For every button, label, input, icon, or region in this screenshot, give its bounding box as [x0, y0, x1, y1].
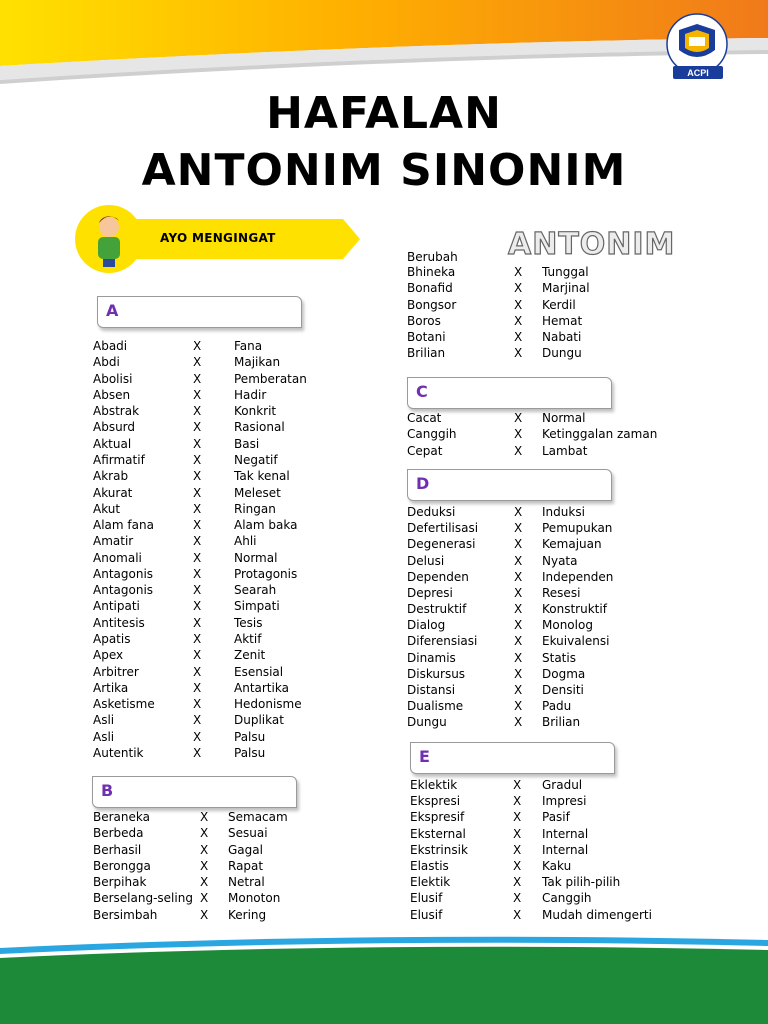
list-item: [0, 426, 768, 442]
antonym-word-right: Kemajuan: [542, 537, 602, 552]
list-item: [0, 842, 768, 858]
versus-mark: X: [514, 505, 523, 519]
antonym-word-left: Dialog: [407, 618, 446, 633]
antonym-word-right: Tak pilih-pilih: [542, 875, 621, 890]
list-item: [0, 536, 768, 552]
antonym-word-left: Botani: [407, 330, 446, 345]
versus-mark: X: [200, 907, 209, 922]
list-item: [0, 650, 768, 666]
antonym-word-left: Dinamis: [407, 650, 456, 665]
antonym-word-right: Negatif: [234, 452, 278, 467]
versus-mark: X: [200, 858, 209, 873]
antonym-word-right: Independen: [542, 569, 614, 584]
versus-mark: X: [193, 632, 202, 647]
antonym-word-left: Arbitrer: [93, 664, 139, 679]
antonym-word-right: Dungu: [542, 346, 582, 361]
versus-mark: X: [200, 842, 209, 857]
section-letter-e: E: [419, 747, 430, 766]
antonym-word-left: Defertilisasi: [407, 521, 479, 536]
versus-mark: X: [513, 778, 522, 792]
versus-mark: X: [514, 330, 523, 345]
versus-mark: X: [513, 891, 522, 906]
list-item: [0, 907, 768, 923]
antonym-word-left: Akurat: [93, 485, 133, 500]
antonym-word-left: Akrab: [93, 469, 129, 484]
antonym-word-right: Ekuivalensi: [542, 634, 610, 649]
versus-mark: X: [514, 411, 523, 425]
list-item: [0, 745, 768, 761]
antonym-word-right: Kerdil: [542, 297, 576, 312]
antonym-word-left: Degenerasi: [407, 537, 476, 552]
versus-mark: X: [193, 648, 202, 663]
list-item: [0, 387, 768, 403]
antonym-word-left: Bongsor: [407, 297, 457, 312]
antonym-word-left: Deduksi: [407, 505, 456, 519]
list-item: [0, 313, 768, 329]
antonym-word-right: Normal: [234, 550, 278, 565]
antonym-word-left: Eksternal: [410, 826, 466, 841]
versus-mark: X: [514, 634, 523, 649]
antonym-word-right: Majikan: [234, 355, 281, 370]
antonym-word-left: Afirmatif: [93, 452, 145, 467]
antonym-word-left: Bonafid: [407, 281, 453, 296]
versus-mark: X: [514, 265, 523, 279]
antonym-word-left: Asketisme: [93, 697, 155, 712]
antonym-word-left: Abadi: [93, 339, 128, 353]
antonym-word-left: Asli: [93, 729, 115, 744]
versus-mark: X: [514, 313, 523, 328]
antonym-word-left: Absen: [93, 387, 131, 402]
antonym-word-right: Hedonisme: [234, 697, 302, 712]
antonym-word-right: Internal: [542, 842, 589, 857]
antonym-word-right: Kaku: [542, 859, 572, 873]
antonym-word-right: Tesis: [234, 615, 263, 630]
antonym-word-right: Brilian: [542, 715, 581, 730]
list-item: [0, 520, 768, 536]
antonym-word-left: Asli: [93, 713, 115, 728]
versus-mark: X: [193, 387, 202, 402]
antonym-word-right: Semacam: [228, 810, 288, 824]
list-item: [0, 777, 768, 793]
versus-mark: X: [200, 826, 209, 841]
antonym-word-left: Elusif: [410, 907, 443, 922]
antonym-word-left: Antipati: [93, 599, 140, 614]
versus-mark: X: [193, 680, 202, 695]
list-item: [0, 809, 768, 825]
list-item: [0, 345, 768, 361]
list-item: [0, 329, 768, 345]
antonym-word-left: Dependen: [407, 569, 469, 584]
versus-mark: X: [514, 346, 523, 361]
antonym-word-left: Canggih: [407, 427, 457, 442]
versus-mark: X: [193, 664, 202, 679]
versus-mark: X: [514, 650, 523, 665]
antonym-word-left: Apatis: [93, 632, 131, 647]
antonym-word-left: Elusif: [410, 891, 443, 906]
antonym-word-left: Artika: [93, 680, 129, 695]
list-item: [0, 601, 768, 617]
versus-mark: X: [193, 404, 202, 419]
antonym-word-right: Pasif: [542, 810, 570, 825]
antonym-word-left: Aktual: [93, 436, 132, 451]
list-item: [0, 297, 768, 313]
antonym-word-right: Esensial: [234, 664, 284, 679]
list-item: [0, 504, 768, 520]
antonym-word-left: Delusi: [407, 553, 445, 568]
versus-mark: X: [514, 715, 523, 730]
antonym-word-left: Bersimbah: [93, 907, 158, 922]
versus-mark: X: [193, 729, 202, 744]
antonym-word-right: Internal: [542, 826, 589, 841]
antonym-word-left: Cepat: [407, 443, 443, 458]
antonym-word-left: Antagonis: [93, 583, 154, 598]
antonym-word-right: Nabati: [542, 330, 582, 345]
antonym-word-right: Ahli: [234, 534, 257, 549]
antonym-word-left: Antagonis: [93, 566, 154, 581]
antonym-word-left: Dualisme: [407, 699, 464, 714]
versus-mark: X: [514, 585, 523, 600]
versus-mark: X: [514, 682, 523, 697]
versus-mark: X: [193, 452, 202, 467]
antonym-word-left: Ekspresi: [410, 794, 461, 809]
antonym-word-right: Meleset: [234, 485, 281, 500]
antonym-word-right: Simpati: [234, 599, 280, 614]
versus-mark: X: [514, 569, 523, 584]
antonym-word-right: Rapat: [228, 858, 264, 873]
list-item: [0, 714, 768, 730]
versus-mark: X: [514, 443, 523, 458]
antonym-word-right: Ketinggalan zaman: [542, 427, 658, 442]
antonym-word-right: Kering: [228, 907, 267, 922]
antonym-word-left: Diferensiasi: [407, 634, 478, 649]
versus-mark: X: [513, 810, 522, 825]
versus-mark: X: [514, 281, 523, 296]
antonym-word-right: Fana: [234, 339, 263, 353]
antonym-word-right: Normal: [542, 411, 586, 425]
antonym-word-right: Ringan: [234, 501, 276, 516]
versus-mark: X: [193, 420, 202, 435]
antonym-word-left: Berselang-seling: [93, 891, 193, 906]
versus-mark: X: [514, 666, 523, 681]
versus-mark: X: [200, 810, 209, 824]
antonym-word-right: Alam baka: [234, 518, 298, 533]
list-item: [0, 666, 768, 682]
antonim-heading: ANTONIM: [508, 227, 676, 262]
antonym-word-right: Resesi: [542, 585, 581, 600]
antonym-word-right: Impresi: [542, 794, 587, 809]
antonym-word-right: Palsu: [234, 746, 266, 760]
antonym-word-left: Autentik: [93, 746, 144, 760]
antonym-word-left: Absurd: [93, 420, 136, 435]
antonym-word-left: Abdi: [93, 355, 120, 370]
versus-mark: X: [193, 599, 202, 614]
section-letter-b: B: [101, 781, 114, 800]
list-item: [0, 280, 768, 296]
list-item: [0, 793, 768, 809]
antonym-word-right: Pemupukan: [542, 521, 613, 536]
section-b-lead-word: Berubah: [407, 250, 458, 264]
antonym-word-right: Protagonis: [234, 566, 298, 581]
antonym-word-right: Palsu: [234, 729, 266, 744]
antonym-word-left: Akut: [93, 501, 121, 516]
versus-mark: X: [513, 907, 522, 922]
antonym-word-right: Monoton: [228, 891, 281, 906]
antonym-word-left: Ekspresif: [410, 810, 465, 825]
list-item: [0, 617, 768, 633]
versus-mark: X: [193, 371, 202, 386]
bottom-banner: [0, 930, 768, 1024]
versus-mark: X: [514, 699, 523, 714]
antonym-word-right: Gagal: [228, 842, 263, 857]
antonym-word-left: Alam fana: [93, 518, 154, 533]
versus-mark: X: [514, 427, 523, 442]
antonym-word-left: Berongga: [93, 858, 151, 873]
svg-text:ACPI: ACPI: [687, 68, 709, 78]
antonym-word-right: Tak kenal: [234, 469, 290, 484]
list-item: [0, 633, 768, 649]
versus-mark: X: [193, 436, 202, 451]
antonym-word-right: Tunggal: [542, 265, 589, 279]
list-item: [0, 698, 768, 714]
versus-mark: X: [193, 583, 202, 598]
list-item: [0, 468, 768, 484]
versus-mark: X: [193, 501, 202, 516]
versus-mark: X: [514, 618, 523, 633]
versus-mark: X: [193, 339, 202, 353]
versus-mark: X: [513, 875, 522, 890]
versus-mark: X: [513, 842, 522, 857]
antonym-word-right: Densiti: [542, 682, 584, 697]
versus-mark: X: [193, 713, 202, 728]
antonym-word-left: Abolisi: [93, 371, 133, 386]
antonym-word-left: Berbeda: [93, 826, 144, 841]
versus-mark: X: [193, 485, 202, 500]
antonym-word-right: Pemberatan: [234, 371, 307, 386]
list-item: [0, 729, 768, 745]
antonym-word-right: Padu: [542, 699, 572, 714]
versus-mark: X: [193, 550, 202, 565]
antonym-word-right: Monolog: [542, 618, 593, 633]
antonym-word-left: Diskursus: [407, 666, 466, 681]
versus-mark: X: [514, 553, 523, 568]
list-item: [0, 553, 768, 569]
antonym-word-left: Elastis: [410, 859, 449, 873]
ayo-mengingat-label: AYO MENGINGAT: [160, 231, 276, 245]
antonym-word-left: Antitesis: [93, 615, 145, 630]
antonym-word-left: Berhasil: [93, 842, 142, 857]
antonym-word-right: Hadir: [234, 387, 267, 402]
list-item: [0, 890, 768, 906]
antonym-word-left: Elektik: [410, 875, 451, 890]
versus-mark: X: [513, 826, 522, 841]
antonym-word-right: Marjinal: [542, 281, 590, 296]
antonym-word-right: Searah: [234, 583, 277, 598]
antonym-word-left: Abstrak: [93, 404, 140, 419]
antonym-word-right: Hemat: [542, 313, 583, 328]
antonym-word-left: Depresi: [407, 585, 453, 600]
antonym-word-left: Brilian: [407, 346, 446, 361]
antonym-word-left: Destruktif: [407, 602, 467, 617]
antonym-word-left: Boros: [407, 313, 441, 328]
antonym-word-right: Lambat: [542, 443, 588, 458]
antonym-word-right: Basi: [234, 436, 260, 451]
list-item: [0, 569, 768, 585]
list-item: [0, 410, 768, 426]
section-letter-a: A: [106, 301, 119, 320]
antonym-word-right: Gradul: [542, 778, 583, 792]
antonym-word-right: Sesuai: [228, 826, 268, 841]
versus-mark: X: [200, 891, 209, 906]
versus-mark: X: [200, 875, 209, 890]
antonym-word-right: Rasional: [234, 420, 285, 435]
versus-mark: X: [514, 602, 523, 617]
antonym-word-right: Konkrit: [234, 404, 277, 419]
page-title-line2: ANTONIM SINONIM: [141, 145, 627, 196]
antonym-word-left: Cacat: [407, 411, 442, 425]
antonym-word-left: Berpihak: [93, 875, 147, 890]
list-item: [0, 443, 768, 459]
list-item: [0, 826, 768, 842]
antonym-word-left: Ekstrinsik: [410, 842, 468, 857]
antonym-word-right: Aktif: [234, 632, 262, 647]
antonym-word-right: Statis: [542, 650, 576, 665]
antonym-word-right: Canggih: [542, 891, 592, 906]
antonym-word-right: Zenit: [234, 648, 266, 663]
acpi-logo: [645, 10, 750, 85]
page-title-line1: HAFALAN: [266, 88, 502, 139]
versus-mark: X: [193, 469, 202, 484]
section-letter-c: C: [416, 382, 428, 401]
list-item: [0, 371, 768, 387]
versus-mark: X: [193, 697, 202, 712]
versus-mark: X: [513, 859, 522, 873]
versus-mark: X: [514, 521, 523, 536]
list-item: [0, 874, 768, 890]
antonym-word-right: Duplikat: [234, 713, 284, 728]
antonym-word-left: Beraneka: [93, 810, 150, 824]
versus-mark: X: [514, 297, 523, 312]
versus-mark: X: [193, 566, 202, 581]
antonym-word-right: Konstruktif: [542, 602, 607, 617]
antonym-word-left: Distansi: [407, 682, 456, 697]
antonym-word-right: Antartika: [234, 680, 289, 695]
antonym-word-left: Dungu: [407, 715, 447, 730]
antonym-word-left: Amatir: [93, 534, 134, 549]
list-item: [0, 682, 768, 698]
versus-mark: X: [514, 537, 523, 552]
antonym-word-right: Nyata: [542, 553, 578, 568]
list-item: [0, 858, 768, 874]
antonym-word-left: Bhineka: [407, 265, 456, 279]
list-item: [0, 485, 768, 501]
antonym-word-right: Dogma: [542, 666, 586, 681]
list-item: [0, 264, 768, 280]
versus-mark: X: [193, 615, 202, 630]
antonym-word-right: Induksi: [542, 505, 585, 519]
antonym-word-right: Netral: [228, 875, 265, 890]
list-item: [0, 585, 768, 601]
antonym-word-left: Eklektik: [410, 778, 458, 792]
antonym-word-right: Mudah dimengerti: [542, 907, 652, 922]
versus-mark: X: [513, 794, 522, 809]
antonym-word-left: Apex: [93, 648, 124, 663]
section-letter-d: D: [416, 474, 430, 493]
versus-mark: X: [193, 355, 202, 370]
versus-mark: X: [193, 746, 202, 760]
antonym-word-left: Anomali: [93, 550, 142, 565]
versus-mark: X: [193, 534, 202, 549]
versus-mark: X: [193, 518, 202, 533]
